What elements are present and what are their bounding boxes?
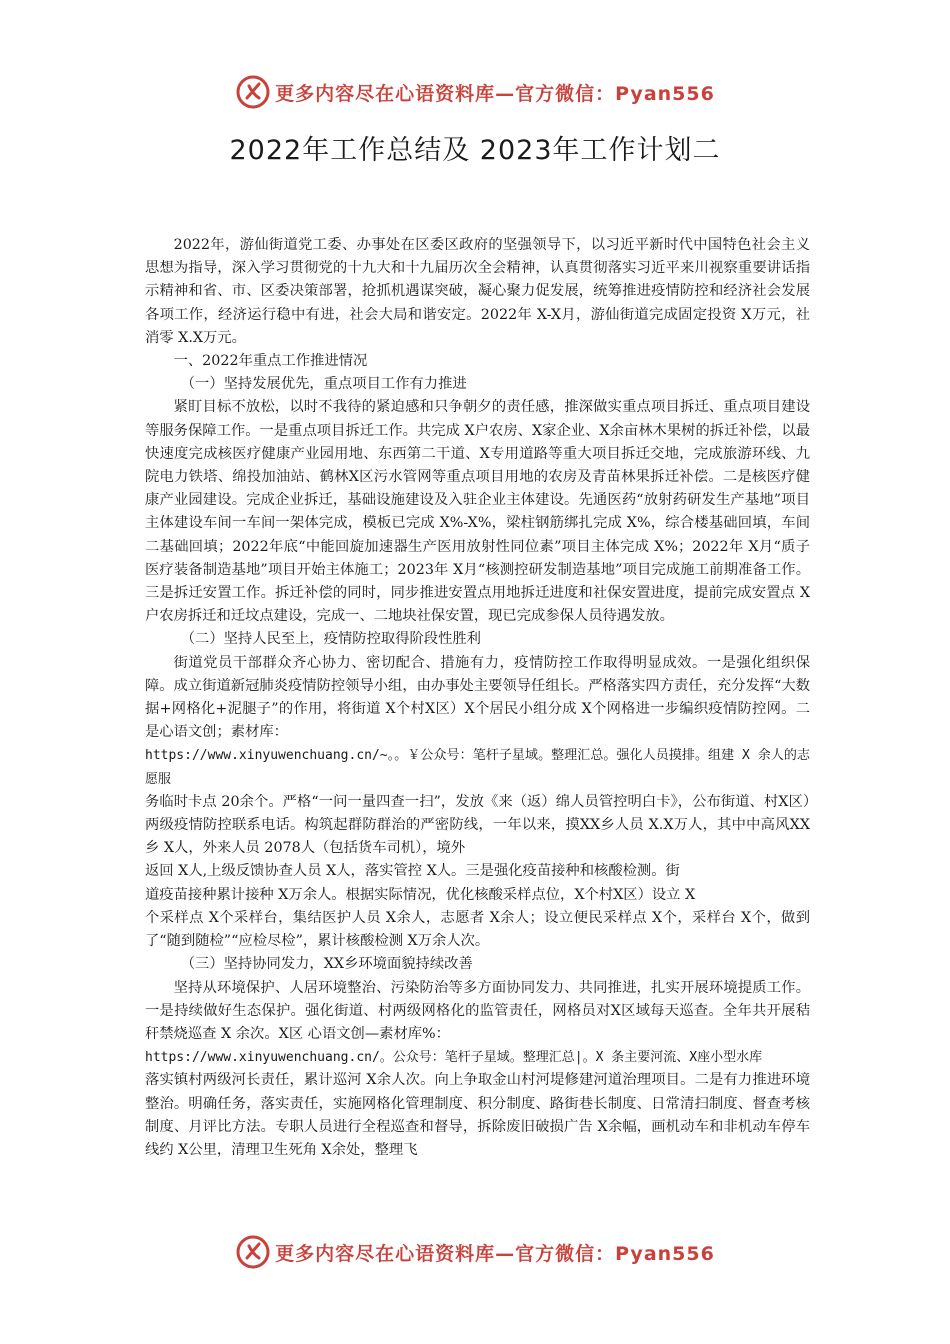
section-heading: 一、2022年重点工作推进情况 [173,353,368,370]
subsection-heading: （一）坚持发展优先，重点项目工作有力推进 [180,376,467,393]
paragraph: 道疫苗接种累计接种 X万余人。根据实际情况，优化核酸采样点位，X个村X区）设立 X [145,886,696,903]
paragraph: 街道党员干部群众齐心协力、密切配合、措施有力，疫情防控工作取得明显成效。一是强化组织保障。成立街道新冠肺炎疫情防控领导小组，由办事处主要领导任组长。严格落实四方责任，充分发挥“大数据+网格化+泥腿子”的作用，将街道 X个村X区）X个居民小组分成 X个网格进一步编织疫情防控网。二是心语文创；素材库： [145,654,810,741]
paragraph: 落实镇村两级河长责任，累计巡河 X余人次。向上争取金山村河堤修建河道治理项目。二是有力推进环境整治。明确任务，落实责任，实施网格化管理制度、积分制度、路街巷长制度、日常清扫制度、督查考核制度、月评比方法。专职人员进行全程巡查和督导，拆除废旧破损广告 X余幅，画机动车和非机动车停车线约 X公里，清理卫生死角 X余处，整理飞 [145,1072,810,1158]
watermark-banner-bottom [0,1232,950,1272]
paragraph-intro: 2022年，游仙街道党工委、办事处在区委区政府的坚强领导下，以习近平新时代中国特色社会主义思想为指导，深入学习贯彻党的十九大和十九届历次全会精神，认真贯彻落实习近平来川视察重要讲话指示精神和省、市、区委决策部署，抢抓机遇谋突破，凝心聚力促发展，统筹推进疫情防控和经济社会发展各项工作，经济运行稳中有进，社会大局和谐安定。2022年 X-X月，游仙街道完成固定投资 X万元，社消零 X.X万元。 [145,237,810,346]
watermark-text: 更多内容尽在心语资料库—官方微信：Pyan556 [275,1242,715,1265]
paragraph: 务临时卡点 20余个。严格“一问一量四查一扫”，发放《来（返）绵人员管控明白卡》，公布街道、村X区）两级疫情防控联系电话。构筑起群防群治的严密防线，一年以来，摸XX乡人员 X.X万人，其中中高风XX乡 X人，外来人员 2078人（包括货车司机），境外 [145,793,810,857]
watermark-logo-icon [235,1234,271,1270]
paragraph: 坚持从环境保护、人居环境整治、污染防治等多方面协同发力、共同推进，扎实开展环境提质工作。一是持续做好生态保护。强化街道、村两级网格化的监管责任，网格员对X区域每天巡查。全年共开展秸秆禁烧巡查 X 余次。X区 心语文创—素材库%： [145,979,810,1042]
paragraph: 紧盯目标不放松，以时不我待的紧迫感和只争朝夕的责任感，推深做实重点项目拆迁、重点项目建设等服务保障工作。一是重点项目拆迁工作。共完成 X户农房、X家企业、X余亩林木果树的拆迁补偿，以最快速度完成核医疗健康产业园用地、东西第二干道、X专用道路等重大项目拆迁交地，完成旅游环线、九院电力铁塔、绵投加油站、鹤林X区污水管网等重点项目用地的农房及青苗林果拆迁补偿。二是核医疗健康产业园建设。完成企业拆迁，基础设施建设及入驻企业主体建设。先通医药“放射药研发生产基地”项目主体建设车间一车间一架体完成，模板已完成 X%-X%，梁柱钢筋绑扎完成 X%，综合楼基础回填，车间二基础回填；2022年底“中能回旋加速器生产医用放射性同位素”项目主体完成 X%；2022年 X月“质子医疗装备制造基地”项目开始主体施工；2023年 X月“核测控研发制造基地”项目完成施工前期准备工作。三是拆迁安置工作。拆迁补偿的同时，同步推进安置点用地拆迁进度和社保安置进度，提前完成安置点 X户农房拆迁和迁坟点建设，完成一、二地块社保安置，现已完成参保人员待遇发放。 [145,399,810,625]
subsection-heading: （二）坚持人民至上，疫情防控取得阶段性胜利 [180,631,481,648]
paragraph: 返回 X人,上级反馈协查人员 X人，落实管控 X人。三是强化疫苗接种和核酸检测。街 [145,863,680,880]
watermark-banner-top [0,72,950,112]
document-title: 2022年工作总结及 2023年工作计划二 [229,135,721,166]
watermark-logo-icon [235,74,271,110]
paragraph: 个采样点 X个采样台，集结医护人员 X余人，志愿者 X余人；设立便民采样点 X个，采样台 X个，做到了“随到随检”“应检尽检”，累计核酸检测 X万余人次。 [145,909,810,950]
paragraph-url-line: https://www.xinyuwenchuang.cn/~。。￥公众号：笔杆子星域。整理汇总。强化人员摸排。组建 X 余人的志愿服 [145,748,810,787]
watermark-text: 更多内容尽在心语资料库—官方微信：Pyan556 [275,82,715,105]
subsection-heading: （三）坚持协同发力，XX乡环境面貌持续改善 [180,956,473,973]
paragraph-url-line: https://www.xinyuwenchuang.cn/。公众号：笔杆子星域。整理汇总|。X 条主要河流、X座小型水库 [145,1050,763,1066]
document-body [145,234,810,1162]
